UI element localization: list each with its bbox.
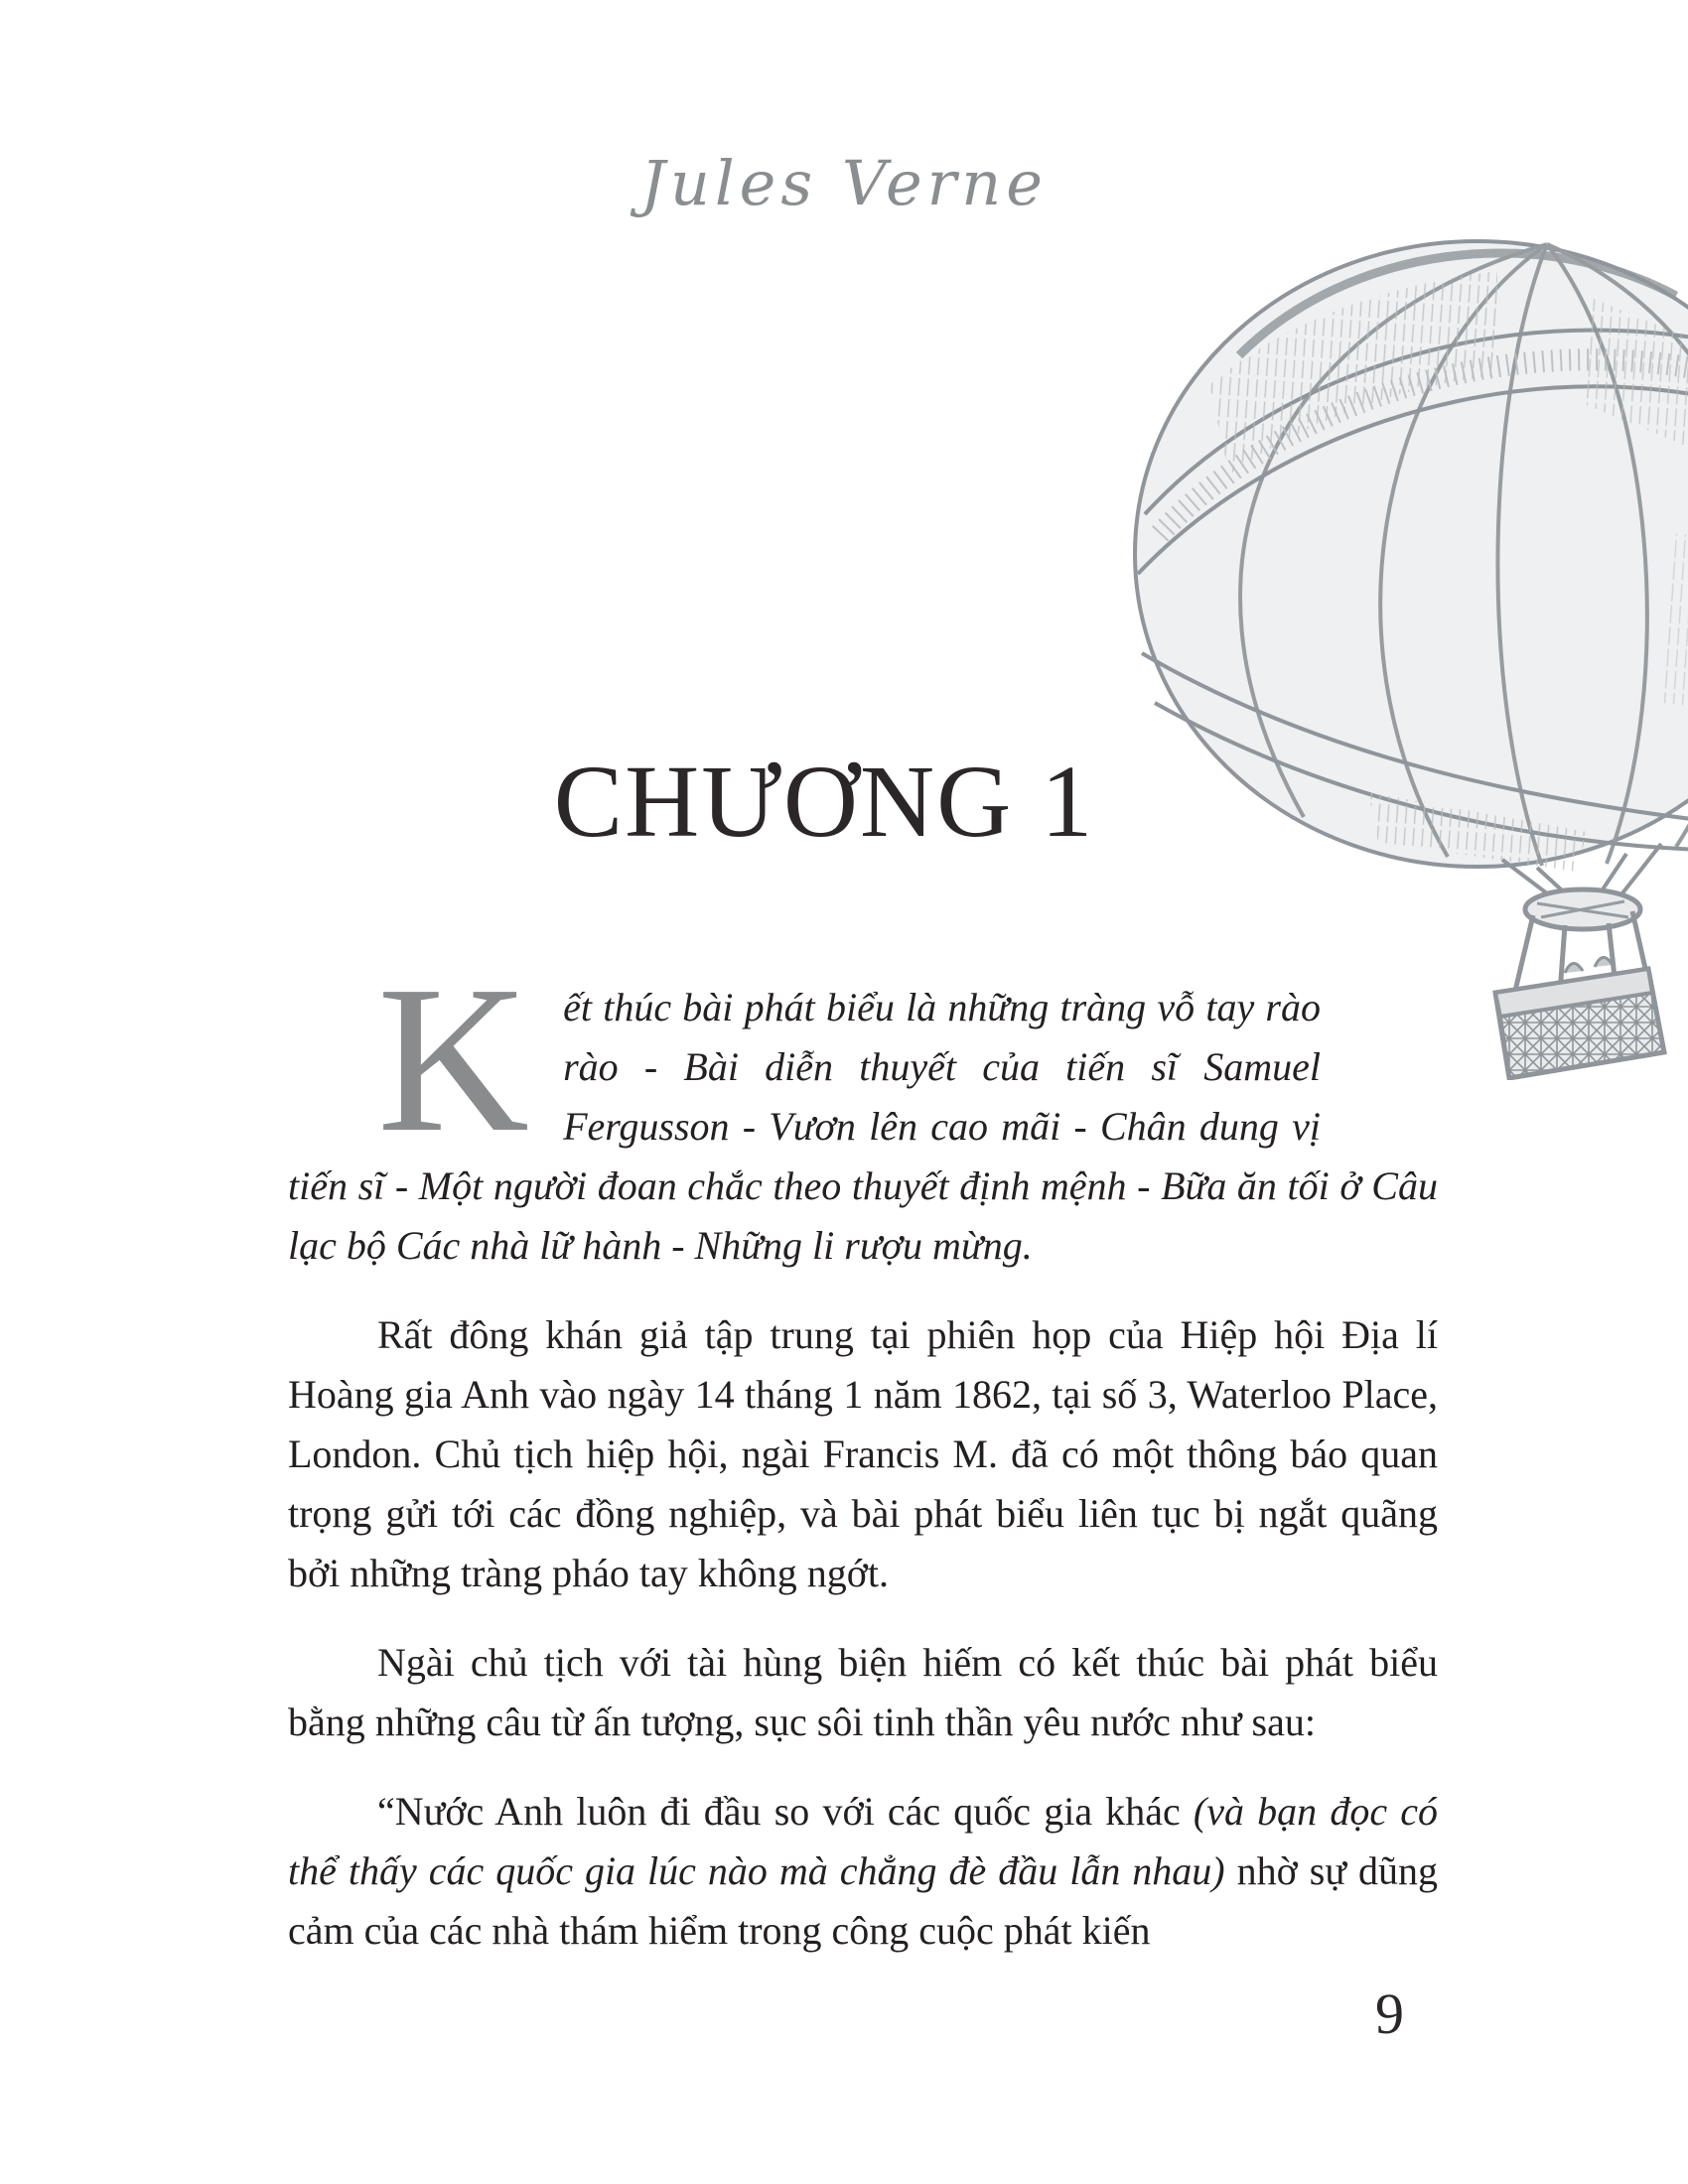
chapter-summary xyxy=(288,942,1438,1276)
text-column xyxy=(288,942,1438,1961)
author-header: Jules Verne xyxy=(640,147,1048,219)
text-segment: “Nước Anh luôn đi đầu so với các quốc gia khác xyxy=(377,1789,1194,1834)
balloon-svg xyxy=(1120,236,1688,1080)
body-paragraphs xyxy=(288,1305,1438,1961)
chapter-title: CHƯƠNG 1 xyxy=(553,745,1095,859)
italic-text-segment: (và bạn đọc có thể thấy các quốc gia lúc nào mà chẳng đè đầu lẫn nhau) xyxy=(288,1789,1438,1893)
dropcap-letter: K xyxy=(377,942,530,1175)
hot-air-balloon-illustration xyxy=(1120,236,1688,1080)
paragraph xyxy=(288,1305,1438,1603)
italic-text-segment: ết thúc bài phát biểu là những tràng vỗ tay rào rào - Bài diễn thuyết của tiến sĩ Samuel Fergusson - Vươn lên cao mãi - Chân dung vị tiến sĩ - Một người đoan chắc theo thuyết định mệnh - Bữa ăn tối ở Câu lạc bộ Các nhà lữ hành - Những li rượu mừng. xyxy=(288,985,1438,1268)
text-segment: Rất đông khán giả tập trung tại phiên họp của Hiệp hội Địa lí Hoàng gia Anh vào ngày 14 tháng 1 năm 1862, tại số 3, Waterloo Place, London. Chủ tịch hiệp hội, ngài Francis M. đã có một thông báo quan trọng gửi tới các đồng nghiệp, và bài phát biểu liên tục bị ngắt quãng bởi những tràng pháo tay không ngớt. xyxy=(288,1312,1438,1595)
page-number: 9 xyxy=(1375,1981,1404,2046)
paragraph xyxy=(288,1633,1438,1752)
text-segment: nhờ sự dũng cảm của các nhà thám hiểm trong công cuộc phát kiến xyxy=(288,1848,1438,1953)
paragraph xyxy=(288,1782,1438,1961)
illustration-wrap-spacer xyxy=(1321,978,1438,1155)
text-segment: Ngài chủ tịch với tài hùng biện hiếm có kết thúc bài phát biểu bằng những câu từ ấn tượng, sục sôi tinh thần yêu nước như sau: xyxy=(288,1640,1438,1744)
